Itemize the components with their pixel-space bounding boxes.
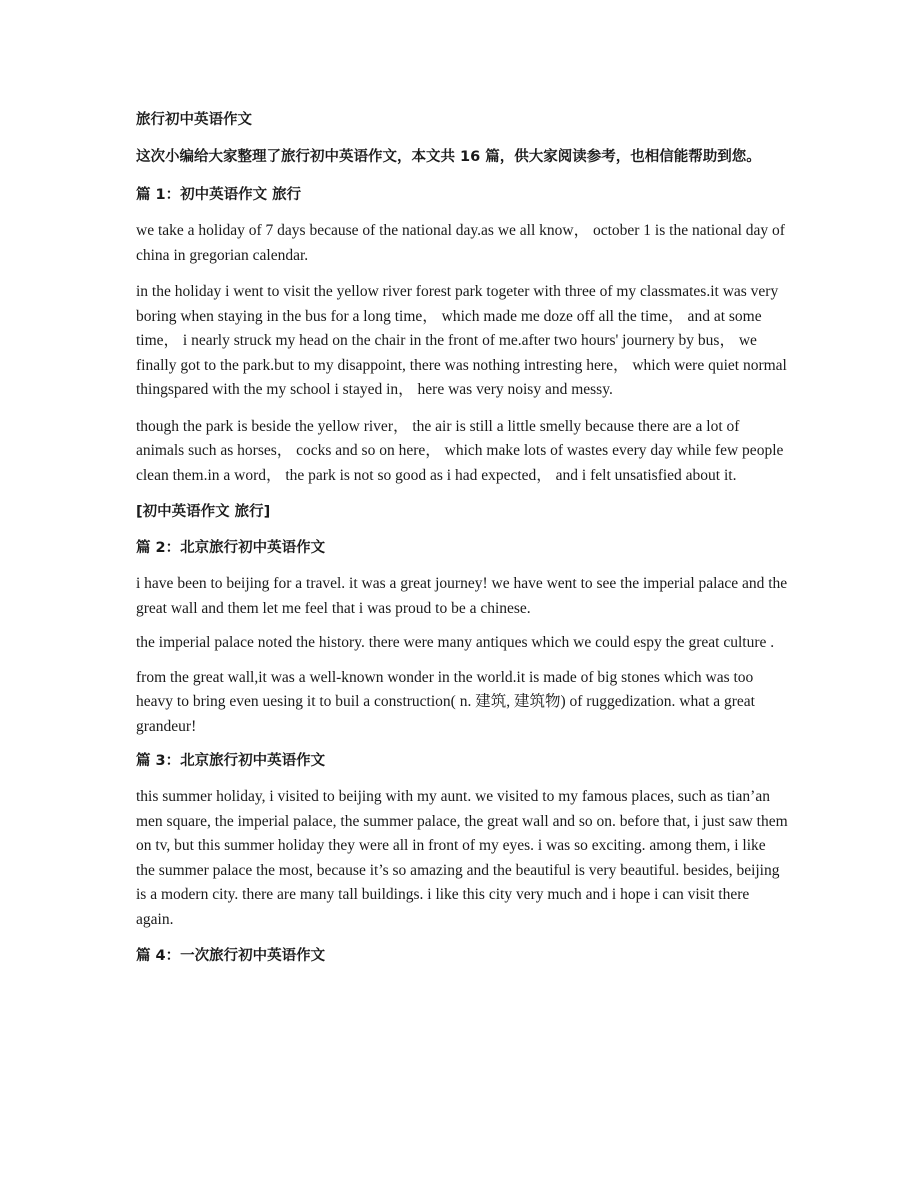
section-3-paragraph-1: this summer holiday, i visited to beijing with my aunt. we visited to my famous places, such as tian’an men square, the imperial palace, the summer palace, the great wall and so on. before that, i just saw them on tv, but this summer holiday they were all in front of my eyes. i was so exciting. among them, i like the summer palace the most, because it’s so amazing and the beautiful is very beautiful. besides, beijing is a modern city. there are many tall buildings. i like this city very much and i hope i can visit there again. xyxy=(136,788,788,928)
section-3-title: 篇 3：北京旅行初中英语作文 xyxy=(136,753,326,769)
section-1-paragraph-2: in the holiday i went to visit the yellow river forest park togeter with three of my classmates.it was very boring when staying in the bus for a long time， which made me doze off all the time， and at some time， i nearly struck my head on the chair in the front of me.after two hours' journery by bus， we finally got to the park.but to my disappoint, there was nothing intresting here， which were quiet normal thingspared with the my school i stayed in， here was very noisy and messy. xyxy=(136,283,787,398)
section-1-paragraph-1: we take a holiday of 7 days because of the national day.as we all know， october 1 is the national day of china in gregorian calendar. xyxy=(136,222,785,264)
document-title: 旅行初中英语作文 xyxy=(136,112,252,128)
section-1-tag: [初中英语作文 旅行] xyxy=(136,504,271,520)
document-page xyxy=(136,108,788,980)
section-2-paragraph-1: i have been to beijing for a travel. it was a great journey! we have went to see the imperial palace and the great wall and them let me feel that i was proud to be a chinese. xyxy=(136,575,788,617)
section-1-title: 篇 1：初中英语作文 旅行 xyxy=(136,187,302,203)
section-2-paragraph-2: the imperial palace noted the history. there were many antiques which we could espy the great culture . xyxy=(136,634,775,651)
section-2-title: 篇 2：北京旅行初中英语作文 xyxy=(136,540,326,556)
section-1-paragraph-3: though the park is beside the yellow river， the air is still a little smelly because there are a lot of animals such as horses， cocks and so on here， which make lots of wastes every day while few people clean them.in a word， the park is not so good as i had expected， and i felt unsatisfied about it. xyxy=(136,417,784,484)
intro-paragraph: 这次小编给大家整理了旅行初中英语作文，本文共 16 篇，供大家阅读参考，也相信能帮助到您。 xyxy=(136,149,761,165)
section-4-title: 篇 4：一次旅行初中英语作文 xyxy=(136,948,326,964)
section-2-paragraph-3: from the great wall,it was a well-known wonder in the world.it is made of big stones which was too heavy to bring even uesing it to buil a construction( n. 建筑, 建筑物) of ruggedization. what a great grandeur! xyxy=(136,668,755,735)
